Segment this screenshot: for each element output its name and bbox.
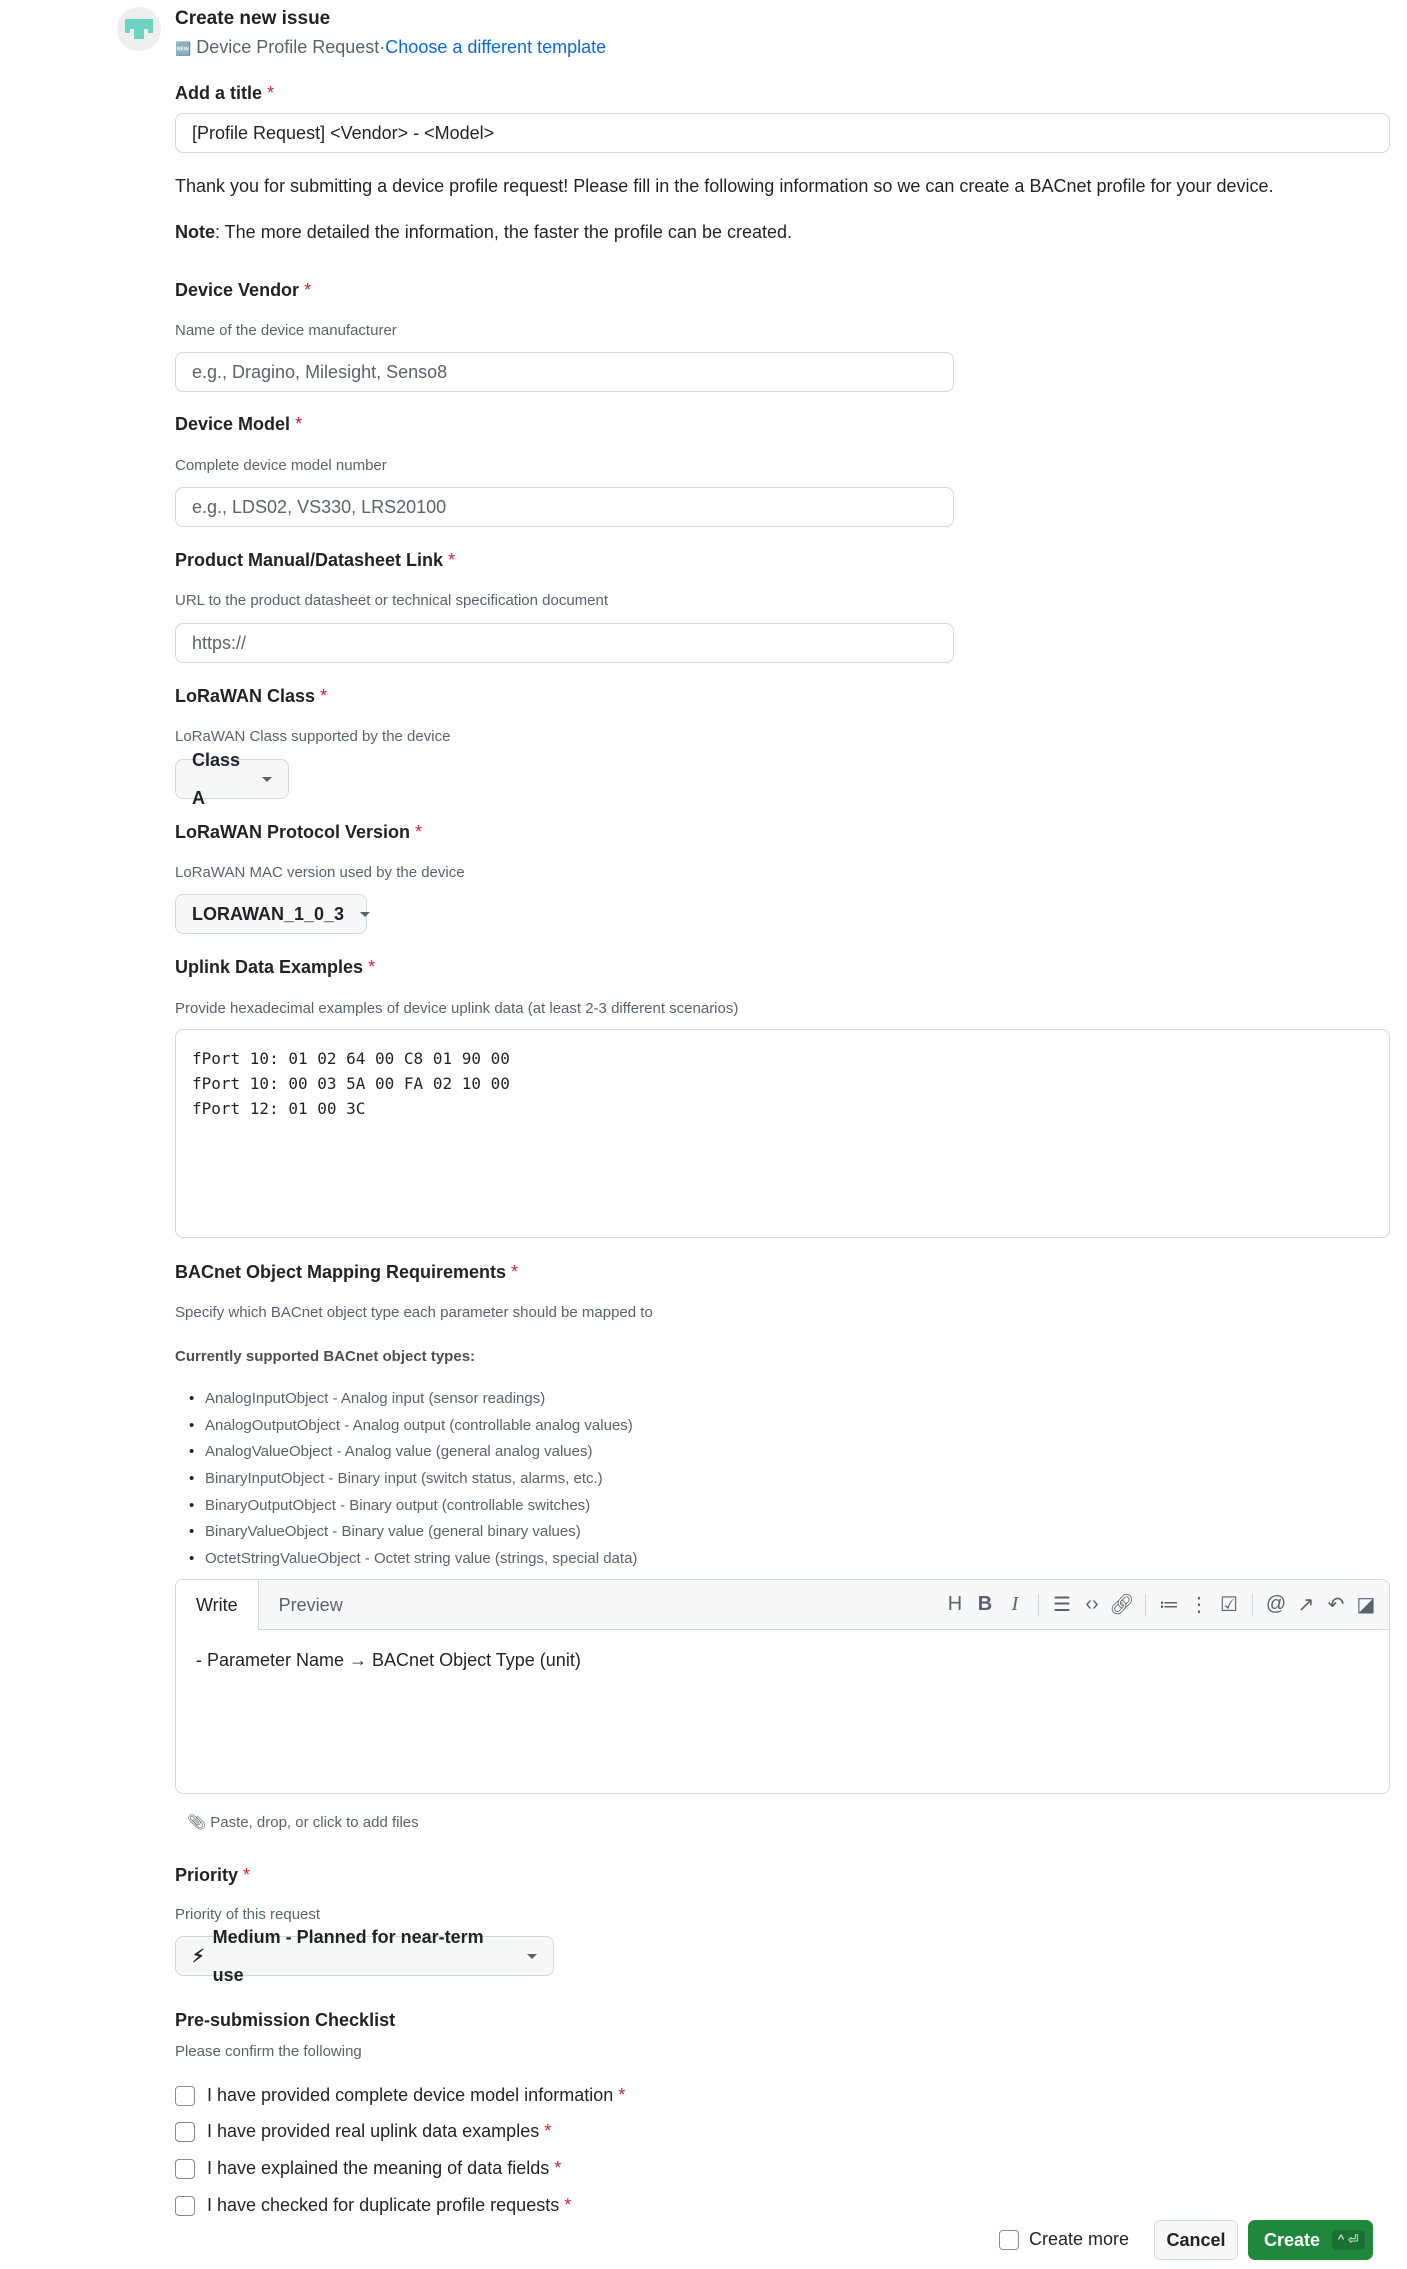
shortcut-hint: ^ ⏎ xyxy=(1332,2230,1365,2250)
attach-files[interactable]: 📎︎ Paste, drop, or click to add files xyxy=(187,1814,419,1831)
note-text: Note: The more detailed the information, the faster the profile can be created. xyxy=(175,222,793,242)
create-button[interactable]: Create ^ ⏎ xyxy=(1248,2220,1373,2260)
code-icon[interactable]: ‹› xyxy=(1085,1593,1099,1615)
checklist-item[interactable]: I have explained the meaning of data fields * xyxy=(175,2158,561,2179)
type-item: • BinaryInputObject - Binary input (switch status, alarms, etc.) xyxy=(205,1470,603,1487)
link-icon[interactable]: 🔗︎ xyxy=(1109,1594,1135,1616)
class-select[interactable]: Class A xyxy=(175,759,289,799)
new-icon: 🆕 xyxy=(175,41,192,56)
priority-select[interactable]: ⚡︎ Medium - Planned for near-term use xyxy=(175,1936,554,1976)
manual-input[interactable]: https:// xyxy=(175,623,954,663)
vendor-label: Device Vendor * xyxy=(175,280,312,300)
protocol-label: LoRaWAN Protocol Version * xyxy=(175,822,423,842)
checklist-item[interactable]: I have provided complete device model information * xyxy=(175,2085,625,2106)
slash-commands-icon[interactable]: ◪ xyxy=(1356,1594,1376,1616)
checkbox[interactable] xyxy=(175,2196,195,2216)
checklist-desc: Please confirm the following xyxy=(175,2043,362,2060)
editor-textarea[interactable]: - Parameter Name → BACnet Object Type (unit) xyxy=(196,1650,581,1670)
title-input[interactable]: [Profile Request] <Vendor> - <Model> xyxy=(175,113,1390,153)
uplink-desc: Provide hexadecimal examples of device uplink data (at least 2-3 different scenarios) xyxy=(175,1000,739,1017)
priority-desc: Priority of this request xyxy=(175,1906,321,1923)
type-item: • BinaryValueObject - Binary value (general binary values) xyxy=(205,1523,581,1540)
template-line: 🆕 Device Profile Request·Choose a different template xyxy=(175,37,607,57)
paperclip-icon: 📎︎ xyxy=(187,1814,207,1831)
markdown-editor xyxy=(175,1579,1390,1794)
caret-down-icon xyxy=(262,777,272,782)
lightning-icon: ⚡︎ xyxy=(192,1946,205,1966)
vendor-desc: Name of the device manufacturer xyxy=(175,322,397,339)
heading-icon[interactable]: H xyxy=(947,1593,963,1615)
caret-down-icon xyxy=(527,1954,537,1959)
italic-icon[interactable]: I xyxy=(1011,1593,1019,1615)
vendor-input[interactable]: e.g., Dragino, Milesight, Senso8 xyxy=(175,352,954,392)
ordered-list-icon[interactable]: ⋮ xyxy=(1189,1594,1209,1616)
reference-icon[interactable]: ↗ xyxy=(1297,1594,1315,1616)
checklist-item[interactable]: I have provided real uplink data examples * xyxy=(175,2121,551,2142)
page-title: Create new issue xyxy=(175,8,331,29)
type-item: • OctetStringValueObject - Octet string value (strings, special data) xyxy=(205,1550,637,1567)
supported-heading: Currently supported BACnet object types: xyxy=(175,1348,476,1365)
unordered-list-icon[interactable]: ≔ xyxy=(1159,1594,1179,1616)
mention-icon[interactable]: @ xyxy=(1265,1593,1287,1615)
title-label: Add a title * xyxy=(175,83,275,103)
template-name: Device Profile Request xyxy=(196,37,380,57)
protocol-select[interactable]: LORAWAN_1_0_3 xyxy=(175,894,367,934)
intro-text: Thank you for submitting a device profile request! Please fill in the following information so we can create a BACnet profile for your device. xyxy=(175,176,1274,196)
type-item: • BinaryOutputObject - Binary output (controllable switches) xyxy=(205,1497,590,1514)
protocol-desc: LoRaWAN MAC version used by the device xyxy=(175,864,465,881)
checkbox[interactable] xyxy=(175,2086,195,2106)
avatar xyxy=(117,7,161,51)
model-input[interactable]: e.g., LDS02, VS330, LRS20100 xyxy=(175,487,954,527)
choose-template-link[interactable]: Choose a different template xyxy=(385,37,607,57)
cancel-button[interactable]: Cancel xyxy=(1154,2220,1238,2260)
model-label: Device Model * xyxy=(175,414,303,434)
task-list-icon[interactable]: ☑ xyxy=(1220,1594,1238,1616)
checklist-label: Pre-submission Checklist xyxy=(175,2010,396,2030)
tab-write[interactable]: Write xyxy=(176,1580,259,1630)
manual-label: Product Manual/Datasheet Link * xyxy=(175,550,456,570)
class-desc: LoRaWAN Class supported by the device xyxy=(175,728,451,745)
editor-toolbar xyxy=(176,1580,1389,1630)
manual-desc: URL to the product datasheet or technical specification document xyxy=(175,592,609,609)
checkbox[interactable] xyxy=(175,2159,195,2179)
class-label: LoRaWAN Class * xyxy=(175,686,328,706)
bold-icon[interactable]: B xyxy=(977,1593,993,1615)
create-more[interactable]: Create more xyxy=(999,2229,1129,2250)
checkbox[interactable] xyxy=(175,2122,195,2142)
bacnet-desc: Specify which BACnet object type each parameter should be mapped to xyxy=(175,1304,653,1321)
checklist-item[interactable]: I have checked for duplicate profile requests * xyxy=(175,2195,571,2216)
model-desc: Complete device model number xyxy=(175,457,387,474)
bacnet-label: BACnet Object Mapping Requirements * xyxy=(175,1262,519,1282)
priority-label: Priority * xyxy=(175,1865,251,1885)
uplink-textarea[interactable]: fPort 10: 01 02 64 00 C8 01 90 00 fPort 10: 00 03 5A 00 FA 02 10 00 fPort 12: 01 00 3C xyxy=(175,1029,1390,1238)
caret-down-icon xyxy=(360,912,370,917)
tab-preview[interactable]: Preview xyxy=(278,1595,343,1615)
reply-icon[interactable]: ↶ xyxy=(1327,1594,1345,1616)
create-more-checkbox[interactable] xyxy=(999,2230,1019,2250)
type-item: • AnalogOutputObject - Analog output (controllable analog values) xyxy=(205,1417,633,1434)
uplink-label: Uplink Data Examples * xyxy=(175,957,376,977)
type-item: • AnalogValueObject - Analog value (general analog values) xyxy=(205,1443,592,1460)
quote-icon[interactable]: ☰ xyxy=(1053,1594,1071,1616)
type-item: • AnalogInputObject - Analog input (sensor readings) xyxy=(205,1390,545,1407)
